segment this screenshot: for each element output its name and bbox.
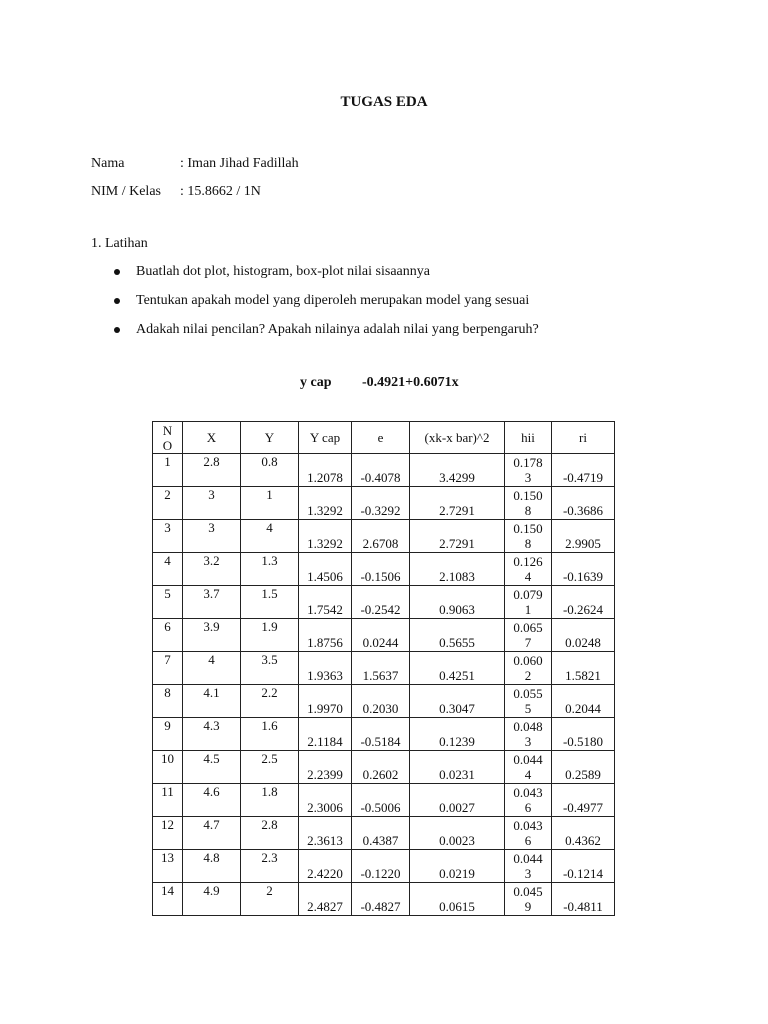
row-xk-cell: 0.0231	[410, 751, 505, 784]
row-x-cell: 4.9	[183, 883, 241, 916]
row-e-cell: 0.2030	[352, 685, 410, 718]
row-no-cell: 7	[153, 652, 183, 685]
row-ycap-cell: 2.3006	[299, 784, 352, 817]
row-e-cell: -0.4827	[352, 883, 410, 916]
row-x-cell: 3	[183, 487, 241, 520]
row-hii-cell: 0.043 6	[505, 784, 552, 817]
row-y-cell: 4	[241, 520, 299, 553]
task-text: Buatlah dot plot, histogram, box-plot nilai sisaannya	[136, 264, 430, 279]
row-ycap-cell: 1.4506	[299, 553, 352, 586]
row-hii-cell: 0.055 5	[505, 685, 552, 718]
row-no-cell: 1	[153, 454, 183, 487]
row-y-cell: 2.8	[241, 817, 299, 850]
row-xk-cell: 2.7291	[410, 487, 505, 520]
table-row	[153, 619, 615, 652]
row-y-cell: 3.5	[241, 652, 299, 685]
row-no-cell: 3	[153, 520, 183, 553]
row-y-cell: 1	[241, 487, 299, 520]
row-xk-cell: 2.1083	[410, 553, 505, 586]
row-e-cell: 1.5637	[352, 652, 410, 685]
row-x-cell: 3.7	[183, 586, 241, 619]
row-y-cell: 1.5	[241, 586, 299, 619]
row-no-cell: 10	[153, 751, 183, 784]
bullet-icon	[114, 298, 120, 304]
row-xk-cell: 2.7291	[410, 520, 505, 553]
row-y-cell: 1.6	[241, 718, 299, 751]
row-e-cell: -0.4078	[352, 454, 410, 487]
table-body	[153, 454, 615, 916]
row-no-cell: 11	[153, 784, 183, 817]
row-ri-cell: 0.0248	[552, 619, 615, 652]
row-x-cell: 4.6	[183, 784, 241, 817]
row-ri-cell: -0.5180	[552, 718, 615, 751]
row-hii-cell: 0.150 8	[505, 520, 552, 553]
row-e-cell: -0.3292	[352, 487, 410, 520]
row-xk-cell: 0.0219	[410, 850, 505, 883]
bullet-icon	[114, 269, 120, 275]
row-ycap-cell: 2.4827	[299, 883, 352, 916]
row-x-cell: 4.7	[183, 817, 241, 850]
row-e-cell: -0.5184	[352, 718, 410, 751]
task-item	[112, 320, 539, 349]
row-hii-cell: 0.044 3	[505, 850, 552, 883]
row-no-cell: 2	[153, 487, 183, 520]
bullet-icon	[114, 327, 120, 333]
row-y-cell: 1.3	[241, 553, 299, 586]
row-ycap-cell: 2.1184	[299, 718, 352, 751]
header-no: N O	[153, 422, 183, 454]
row-hii-cell: 0.065 7	[505, 619, 552, 652]
row-hii-cell: 0.150 8	[505, 487, 552, 520]
header-x: X	[183, 422, 241, 454]
row-no-cell: 14	[153, 883, 183, 916]
row-e-cell: 0.0244	[352, 619, 410, 652]
row-hii-cell: 0.126 4	[505, 553, 552, 586]
row-y-cell: 1.9	[241, 619, 299, 652]
task-list	[112, 262, 539, 349]
row-no-cell: 13	[153, 850, 183, 883]
table-row	[153, 685, 615, 718]
row-x-cell: 4.5	[183, 751, 241, 784]
task-item	[112, 262, 539, 291]
header-hii: hii	[505, 422, 552, 454]
row-no-cell: 12	[153, 817, 183, 850]
row-xk-cell: 0.0027	[410, 784, 505, 817]
row-ri-cell: -0.4977	[552, 784, 615, 817]
row-x-cell: 4.1	[183, 685, 241, 718]
row-hii-cell: 0.048 3	[505, 718, 552, 751]
table-row	[153, 751, 615, 784]
row-ycap-cell: 2.2399	[299, 751, 352, 784]
table-header-row	[153, 422, 615, 454]
row-y-cell: 2.5	[241, 751, 299, 784]
row-ri-cell: 0.2044	[552, 685, 615, 718]
row-ycap-cell: 1.2078	[299, 454, 352, 487]
table-row	[153, 586, 615, 619]
row-e-cell: 0.4387	[352, 817, 410, 850]
row-ri-cell: 2.9905	[552, 520, 615, 553]
info-row-nim	[91, 184, 261, 204]
row-x-cell: 4.8	[183, 850, 241, 883]
task-item	[112, 291, 539, 320]
row-no-cell: 4	[153, 553, 183, 586]
row-ycap-cell: 1.3292	[299, 520, 352, 553]
table-row	[153, 817, 615, 850]
row-hii-cell: 0.079 1	[505, 586, 552, 619]
row-no-cell: 8	[153, 685, 183, 718]
row-xk-cell: 0.5655	[410, 619, 505, 652]
row-hii-cell: 0.045 9	[505, 883, 552, 916]
row-ycap-cell: 2.4220	[299, 850, 352, 883]
row-no-cell: 9	[153, 718, 183, 751]
row-y-cell: 2.3	[241, 850, 299, 883]
table-row	[153, 652, 615, 685]
row-e-cell: 0.2602	[352, 751, 410, 784]
row-y-cell: 1.8	[241, 784, 299, 817]
header-xk: (xk-x bar)^2	[410, 422, 505, 454]
row-hii-cell: 0.178 3	[505, 454, 552, 487]
row-x-cell: 3.9	[183, 619, 241, 652]
name-label: Nama	[91, 156, 125, 171]
row-no-cell: 5	[153, 586, 183, 619]
table-row	[153, 553, 615, 586]
row-ri-cell: -0.1214	[552, 850, 615, 883]
row-xk-cell: 0.0023	[410, 817, 505, 850]
row-x-cell: 2.8	[183, 454, 241, 487]
table-row	[153, 454, 615, 487]
row-ycap-cell: 2.3613	[299, 817, 352, 850]
document-title: TUGAS EDA	[340, 94, 428, 110]
regression-equation	[300, 375, 459, 391]
table-row	[153, 784, 615, 817]
task-text: Adakah nilai pencilan? Apakah nilainya adalah nilai yang berpengaruh?	[136, 322, 539, 337]
header-y: Y	[241, 422, 299, 454]
table-row	[153, 718, 615, 751]
row-ycap-cell: 1.9970	[299, 685, 352, 718]
equation-label: y cap	[300, 375, 332, 390]
row-e-cell: -0.1220	[352, 850, 410, 883]
table-row	[153, 883, 615, 916]
table-row	[153, 850, 615, 883]
header-ycap: Y cap	[299, 422, 352, 454]
table-row	[153, 487, 615, 520]
row-x-cell: 4	[183, 652, 241, 685]
residual-table	[152, 421, 615, 916]
row-x-cell: 3	[183, 520, 241, 553]
row-x-cell: 3.2	[183, 553, 241, 586]
row-ri-cell: 0.2589	[552, 751, 615, 784]
row-ycap-cell: 1.8756	[299, 619, 352, 652]
row-ri-cell: -0.2624	[552, 586, 615, 619]
header-e: e	[352, 422, 410, 454]
row-hii-cell: 0.043 6	[505, 817, 552, 850]
row-y-cell: 2.2	[241, 685, 299, 718]
nim-label: NIM / Kelas	[91, 184, 161, 199]
row-xk-cell: 0.9063	[410, 586, 505, 619]
row-e-cell: -0.5006	[352, 784, 410, 817]
row-y-cell: 2	[241, 883, 299, 916]
row-no-cell: 6	[153, 619, 183, 652]
row-xk-cell: 0.0615	[410, 883, 505, 916]
row-ycap-cell: 1.9363	[299, 652, 352, 685]
row-ri-cell: 1.5821	[552, 652, 615, 685]
section-heading: 1. Latihan	[91, 236, 148, 251]
info-row-name	[91, 156, 299, 176]
task-text: Tentukan apakah model yang diperoleh merupakan model yang sesuai	[136, 293, 530, 308]
row-xk-cell: 0.3047	[410, 685, 505, 718]
row-xk-cell: 3.4299	[410, 454, 505, 487]
table-row	[153, 520, 615, 553]
row-e-cell: -0.1506	[352, 553, 410, 586]
row-ycap-cell: 1.3292	[299, 487, 352, 520]
row-x-cell: 4.3	[183, 718, 241, 751]
row-e-cell: 2.6708	[352, 520, 410, 553]
name-value: : Iman Jihad Fadillah	[180, 156, 299, 171]
row-ri-cell: -0.4811	[552, 883, 615, 916]
row-xk-cell: 0.4251	[410, 652, 505, 685]
row-ri-cell: -0.1639	[552, 553, 615, 586]
row-hii-cell: 0.044 4	[505, 751, 552, 784]
row-ycap-cell: 1.7542	[299, 586, 352, 619]
header-ri: ri	[552, 422, 615, 454]
row-ri-cell: -0.3686	[552, 487, 615, 520]
row-y-cell: 0.8	[241, 454, 299, 487]
row-ri-cell: -0.4719	[552, 454, 615, 487]
row-xk-cell: 0.1239	[410, 718, 505, 751]
row-hii-cell: 0.060 2	[505, 652, 552, 685]
nim-value: : 15.8662 / 1N	[180, 184, 261, 199]
row-ri-cell: 0.4362	[552, 817, 615, 850]
row-e-cell: -0.2542	[352, 586, 410, 619]
equation-formula: -0.4921+0.6071x	[362, 375, 459, 390]
